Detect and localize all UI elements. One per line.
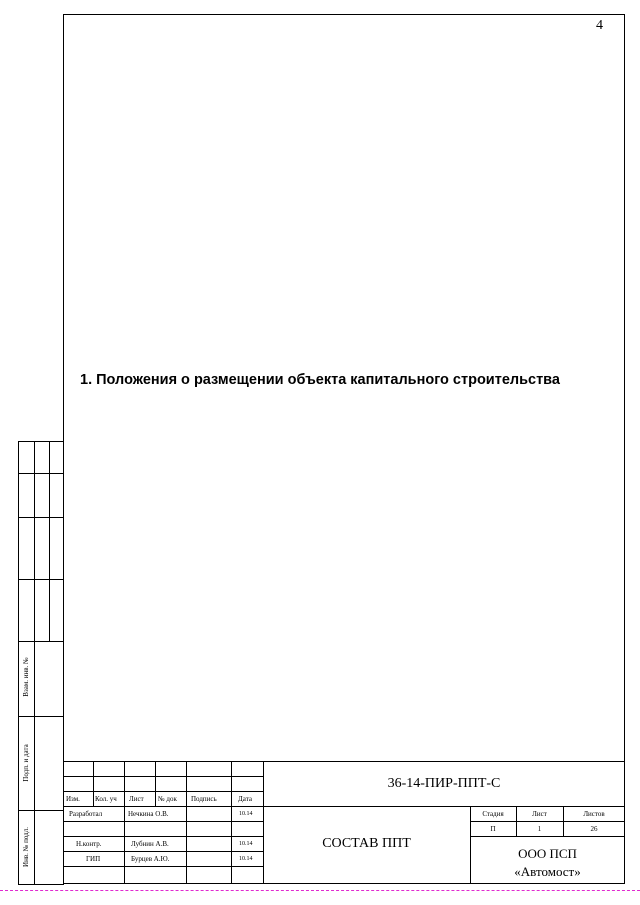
role-gip: ГИП: [86, 855, 101, 863]
org-name: ООО ПСП: [518, 846, 577, 861]
role-normcontrol: Н.контр.: [76, 840, 102, 848]
date-gip: 10.14: [239, 856, 253, 862]
hdr-kol: Кол. уч: [95, 795, 117, 803]
drawing-frame: [63, 14, 625, 884]
vzam-label: Взам. инв. №: [22, 657, 30, 697]
stage-label: Стадия: [482, 810, 504, 818]
section-heading: 1. Положения о размещении объекта капитального строительства: [80, 372, 560, 388]
name-normcontrol: Лубнин А.В.: [131, 840, 169, 848]
sheet-label: Лист: [532, 810, 547, 818]
hdr-list: Лист: [129, 795, 144, 803]
doc-title: СОСТАВ ППТ: [322, 836, 411, 851]
hdr-izm: Изм.: [66, 795, 80, 803]
sheet-number: 4: [596, 18, 603, 33]
date-developer: 10.14: [239, 811, 253, 817]
hdr-data: Дата: [238, 795, 252, 803]
inv-label: Инв. № подл.: [22, 827, 30, 867]
role-developer: Разработал: [69, 810, 103, 818]
sheets-label: Листов: [583, 810, 605, 818]
sheets-value: 26: [590, 825, 598, 833]
page-cut-line: [0, 890, 640, 891]
podp-label: Подп. и дата: [22, 744, 30, 782]
sheet-value: 1: [537, 825, 542, 833]
doc-code: 36-14-ПИР-ППТ-С: [387, 776, 501, 791]
name-developer: Нечкина О.В.: [128, 810, 169, 818]
hdr-ndok: № док: [158, 795, 177, 803]
org-name-line2: «Автомост»: [514, 864, 581, 879]
stage-value: П: [490, 825, 496, 833]
date-normcontrol: 10.14: [239, 841, 253, 847]
name-gip: Бурцев А.Ю.: [131, 855, 170, 863]
hdr-podpis: Подпись: [191, 795, 217, 803]
